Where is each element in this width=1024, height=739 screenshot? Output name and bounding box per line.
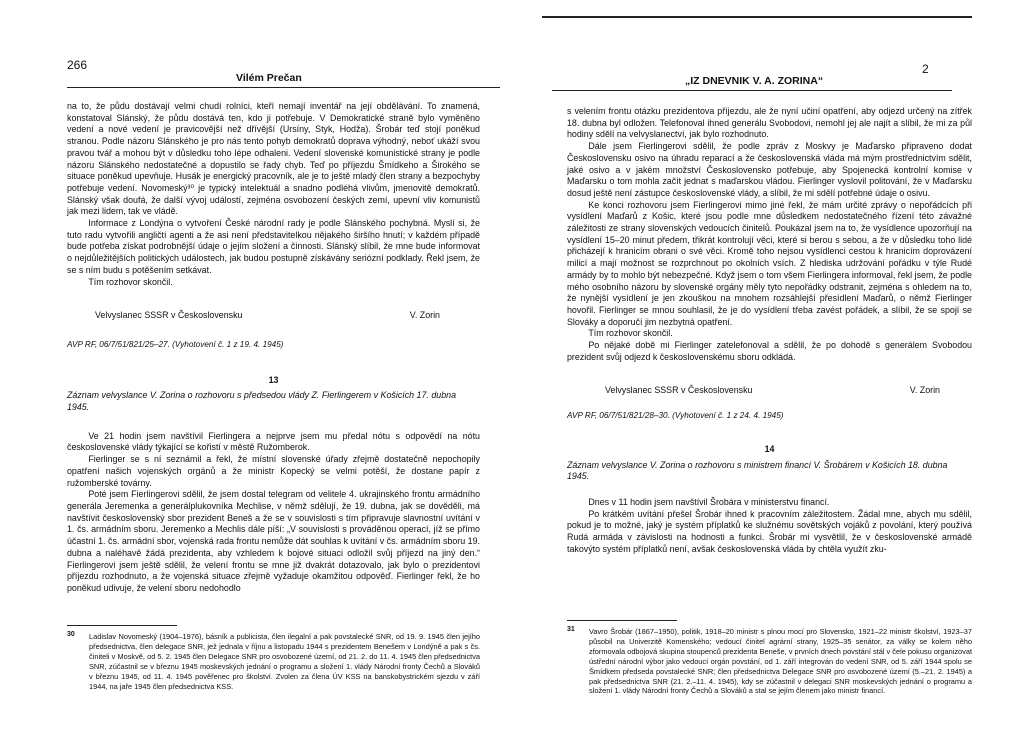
paragraph: Informace z Londýna o vytvoření České národní rady je podle Slánského pochybná. Myslí si, že tuto radu vytvořili angličtí agenti a že asi není představitelkou nějakého širšího hnutí; v každém případě bude potřeba získat podrobnější údaje o jejím složení a činnosti. Slánský slíbil, že mne bude informovat o nejdůležitějších politických událostech, jak budou postupně získávány seriózní podklady. Řekl jsem, že se s ním budu s potěšením setkávat. — [67, 218, 480, 275]
footnote — [67, 632, 480, 691]
paragraph: Dále jsem Fierlingerovi sdělil, že podle zpráv z Moskvy je Maďarsko připraveno dodat Československu osivo na úhradu reparací a že československá vláda má mým prostřednictvím sdělit, jaké osivo a v jakém množství Československo potřebuje, aby Spojenecká kontrolní komise v Maďarsku o tom mohla začít jednat s maďarskou vládou. Fierlinger vyslovil politování, že v Maďarsku dosud ještě není zástupce československé vlády, a slíbil, že mi sdělí potřebné údaje o osivu. — [567, 141, 972, 198]
archive-reference: AVP RF, 06/7/51/821/28–30. (Vyhotovení č. 1 z 24. 4. 1945) — [567, 411, 784, 421]
header-rule — [552, 90, 952, 91]
signature-line — [605, 385, 940, 397]
page-number: 266 — [67, 58, 88, 72]
archive-reference: AVP RF, 06/7/51/821/25–27. (Vyhotovení č. 1 z 19. 4. 1945) — [67, 339, 284, 349]
signature-line — [95, 310, 440, 322]
paragraph: Tím rozhovor skončil. — [88, 276, 173, 287]
footnote-text: Vavro Šrobár (1867–1950), politik, 1918–20 ministr s plnou mocí pro Slovensko, 1921–22 ministr školství, 1923–37 působil na Univerzitě Komenského; vedoucí činitel agrární strany, 1925–35 senátor, za války se kolem něho zformovala odbojová skupina stoupenců prezidenta Beneše, v prvních dnech povstání stál v čele pokusu organizovat ústřední národní výbor jako vedoucí orgán povstání, od 1. září integrován do vedení SNR, od 5. září 1944 spolu se Šmídkem předseda povstalecké SNR; člen předsednictva Delegace SNR pro osvobozené území (5.–21. 2. 1945) a pak předsednictva SNR (21. 2.–11. 4. 1945), kdy se zúčastnil v delegaci SNR moskevských jednání o programu a složení 1. vlády Národní fronty Čechů a Slováků a stal se jejím členem jako ministr financí. — [589, 627, 972, 696]
footnote-text: Ladislav Novomeský (1904–1976), básník a publicista, člen ilegalní a pak povstalecké SNR, od 19. 9. 1945 člen jejího předsednictva, člen delegace SNR, jež jednala v říjnu a listopadu 1944 s prezidentem Benešem v Londýně a pak s čs. činiteli v Moskvě, od 5. 2. 1945 člen Delegace SNR pro osvobozené území, od 21. 2. do 11. 4. 1945 člen předsednictva SNR, zúčastnil se v březnu 1945 moskevských jednání o programu a složení 1. vlády Národní fronty Čechů a Slováků v březnu 1945, od 11. 4. 1945 pověřenec pro školství. Zvolen za člena ÚV KSS na banskobystrickém sjezdu v září 1944, na jaře 1945 člen předsednictva KSS. — [89, 632, 480, 691]
document-number: 14 — [764, 443, 775, 454]
document-title: Záznam velvyslance V. Zorina o rozhovoru s předsedou vlády Z. Fierlingerem v Košicích 17. dubna 1945. — [67, 390, 457, 413]
signature-title: Velvyslanec SSSR v Československu — [95, 310, 243, 321]
paragraph: na to, že půdu dostávají velmi chudí rolníci, kteří nemají inventář na její obdělávání. To znamená, konstatoval Slánský, že půdu dostává ten, kdo ji potřebuje. V Demokratické straně bylo vyměněno vedení a nové vedení je pravicovější než dřívější (Ursíny, Styk, Hodža). Šrobár teď stojí poněkud stranou. Podle názoru Slánského je pro nás tento pohyb demokratů doprava výhodný, neboť ukáží svou pravou tvář a mohou být v důsledku toho lépe odhaleni. Vedení slovenské komunistické strany je podle názoru Slánského nedostatečné a dopustilo se řady chyb. Teď po příjezdu Šmídkeho a Širokého se situace poněkud upevňuje. Husák je energický pracovník, ale je to ještě mladý člen strany a bezpochyby potřebuje vedení. Novomeský³⁰ je typický intelektuál a snadno podléhá vlivům, jmenovitě demokratů. Slánský však doufá, že další vývoj událostí, zejména osvobození českých zemí, upevní vliv komunistů jak mezi lidem, tak ve vládě. — [67, 101, 480, 217]
signature-name: V. Zorin — [409, 310, 440, 321]
paragraph: Poté jsem Fierlingerovi sdělil, že jsem dostal telegram od velitele 4. ukrajinského frontu armádního generála Jeremenka a generálplukovníka Mechlise, v němž sdělují, že 19. dubna, jak se dověděli, má navštívit československý sbor prezident Beneš a že se v souvislosti s tím připravuje slavnostní uvítání v 1. čs. armádním sboru. Jeremenko a Mechlis dále píší: „V souvislosti s prováděnou operací, jíž se přímo účastní 1. čs. armádní sbor, vojenská rada frontu nemůže dát souhlas k uvítání v čs. armádním sboru 19. dubna a naléhavě žádá prezidenta, aby vzhledem k bojové situaci odložil svůj příjezd na jiný den.“ Fierlingerovi jsem ještě sdělil, že velení frontu se mne již dvakrát dotazovalo, jak bylo o prezidentovi příjezdu rozhodnuto, a že vojenská situace zřejmě vyžaduje okamžitou odpověď. Fierlinger řekl, že ho poněkud udivuje, že velení sboru nedohodlo — [67, 489, 480, 593]
footnote-marker: 30 — [67, 631, 75, 638]
document-number: 13 — [268, 374, 279, 385]
paragraph: s velením frontu otázku prezidentova příjezdu, ale že nyní učiní opatření, aby odjezd určený na zítřek 18. dubna byl odložen. Telefonoval ihned generálu Svobodovi, nemohl jej ale najít a slíbil, že mi za půl hodiny sdělí na velvyslanectví, jak bylo rozhodnuto. — [567, 106, 972, 140]
document-title: Záznam velvyslance V. Zorina o rozhovoru s ministrem financí V. Šrobárem v Košicích 18. dubna 1945. — [567, 459, 948, 482]
right-page — [512, 0, 1024, 739]
footnote-marker: 31 — [567, 626, 575, 633]
paragraph: Po nějaké době mi Fierlinger zatelefonoval a sdělil, že po dohodě s generálem Svobodou prezident svůj odjezd k československému sboru odkládá. — [567, 340, 972, 362]
signature-title: Velvyslanec SSSR v Československu — [605, 385, 753, 396]
footnote-rule — [67, 625, 177, 626]
signature-name: V. Zorin — [909, 385, 940, 396]
header-rule — [67, 87, 500, 88]
page-number: 2 — [922, 62, 929, 76]
body-text — [67, 101, 480, 595]
running-head: Vilém Prečan — [236, 72, 302, 84]
paragraph: Fierlinger se s ní seznámil a řekl, že místní slovenské úřady zřejmě dostatečně nepochopily opatření našich vojenských orgánů a že ministr Kopecký se velmi potěší, že dostane papír z ružomberské továrny. — [67, 454, 480, 488]
running-head: „IZ DNEVNIK V. A. ZORINA“ — [685, 75, 824, 87]
paragraph: Ke konci rozhovoru jsem Fierlingerovi mimo jiné řekl, že mám určité zprávy o nepořádcích při vysídlení Maďarů z Košic, které jsou podle mne důsledkem nedostatečného řízení této závažné záležitosti ze strany slovenských vedoucích činitelů. Poukázal jsem na to, že vysídlence upozorňují na vysídlení 15–20 minut předem, třikrát kontrolují věci, které si berou s sebou, a že v důsledku toho lidé přicházejí k hranicím obrani o své věci. Kromě toho nejsou vysídlenci cestou k hranicím doprovázení milicí a mají možnost se rozprchnout po okolních vsích. Z hlediska udržování pořádku v týle Rudé armády by to mohlo být nebezpečné. Když jsem o tom všem Fierlingera informoval, řekl jsem, že podle mého osobního názoru by slovenské orgány měly tyto nepořádky odstranit, zejména s ohledem na to, že nynější vysídlení je jen zkouškou na mnohem rozsáhlejší přesídlení Maďarů, o němž Fierlinger hovořil. Fierlinger se mnou souhlasil, že je do vysídlení třeba zavést pořádek, a slíbil, že se spojí se Slováky a doporučí jim nezbytná opatření. — [567, 199, 972, 327]
body-text — [567, 106, 972, 556]
paragraph: Tím rozhovor skončil. — [588, 328, 673, 339]
top-edge-line — [542, 16, 972, 18]
paragraph: Ve 21 hodin jsem navštívil Fierlingera a nejprve jsem mu předal nótu s odpovědí na nótu československé vlády týkající se kořistí v městě Ružomberok. — [67, 430, 480, 453]
paragraph: Po krátkém uvítání přešel Šrobár ihned k pracovním záležitostem. Žádal mne, abych mu sdělil, pokud je to možné, jaký je systém příplatků ke služnému sovětských vojáků z povolání, který používá Rudá armáda v závislosti na hodnosti a funkci. Šrobár mi vysvětlil, že v československé armádě takovýto systém příplatků není, avšak československá vláda by chtěla využít zku- — [567, 508, 972, 554]
footnote-rule — [567, 620, 677, 621]
footnote — [567, 627, 972, 696]
paragraph: Dnes v 11 hodin jsem navštívil Šrobára v ministerstvu financí. — [588, 496, 830, 507]
